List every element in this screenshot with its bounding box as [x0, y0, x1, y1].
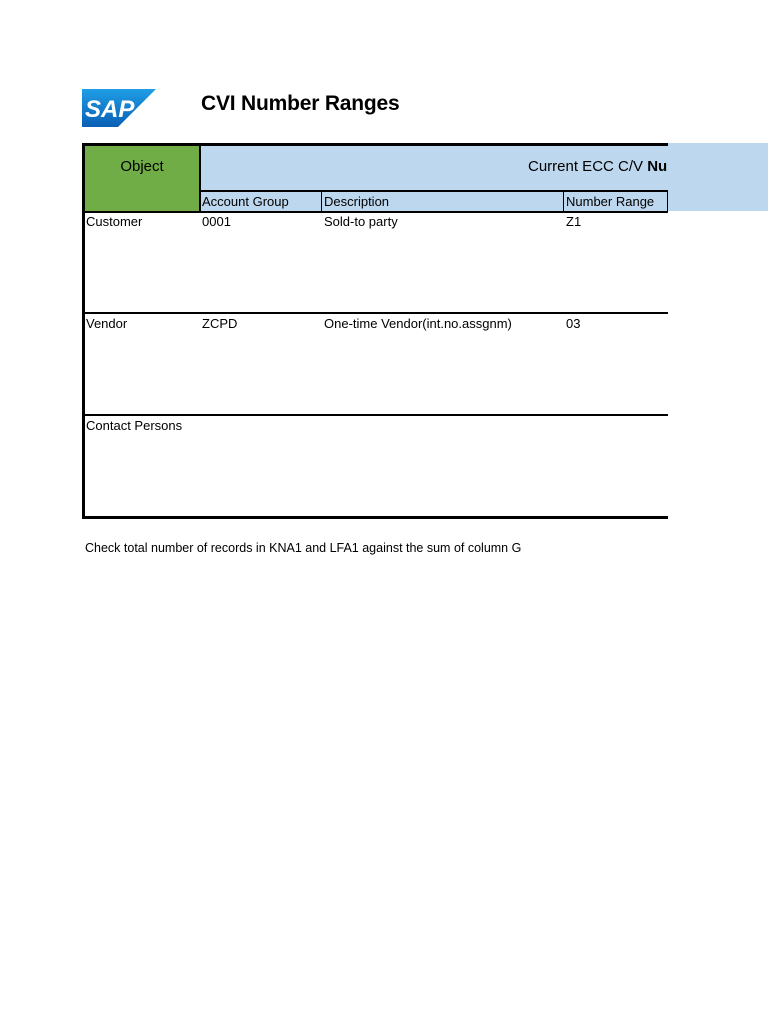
sap-logo [82, 89, 156, 127]
row-vendor-object: Vendor [86, 316, 128, 331]
row-customer-object: Customer [86, 214, 143, 229]
row-customer-description: Sold-to party [324, 214, 398, 229]
row-vendor-number-range: 03 [566, 316, 581, 331]
footnote: Check total number of records in KNA1 and LFA1 against the sum of column G [85, 541, 522, 555]
row-customer-number-range: Z1 [566, 214, 582, 229]
group-header-title-prefix: Current ECC C/V [528, 158, 648, 175]
column-header-number-range: Number Range [566, 194, 655, 209]
group-header-title-bold: Nu [647, 158, 668, 175]
row-customer-account-group: 0001 [202, 214, 231, 229]
sap-logo-text: SAP [85, 96, 135, 123]
group-header-cell [201, 146, 668, 191]
object-header-label: Object [120, 158, 164, 175]
column-divider [667, 192, 668, 211]
group-header-title [528, 158, 667, 175]
column-header-description: Description [324, 194, 390, 209]
row-divider [85, 414, 668, 416]
page-title: CVI Number Ranges [201, 92, 400, 115]
row-vendor-description: One-time Vendor(int.no.assgnm) [324, 316, 512, 331]
table-bottom-border [82, 516, 668, 519]
column-divider [563, 192, 564, 211]
object-header-cell [85, 146, 199, 211]
row-vendor-account-group: ZCPD [202, 316, 238, 331]
header-band-overflow [668, 143, 768, 211]
column-divider [321, 192, 322, 211]
row-contact-persons-object: Contact Persons [86, 418, 183, 433]
subheader-bottom-border [85, 211, 668, 213]
row-divider [85, 312, 668, 314]
column-header-account-group: Account Group [202, 194, 289, 209]
